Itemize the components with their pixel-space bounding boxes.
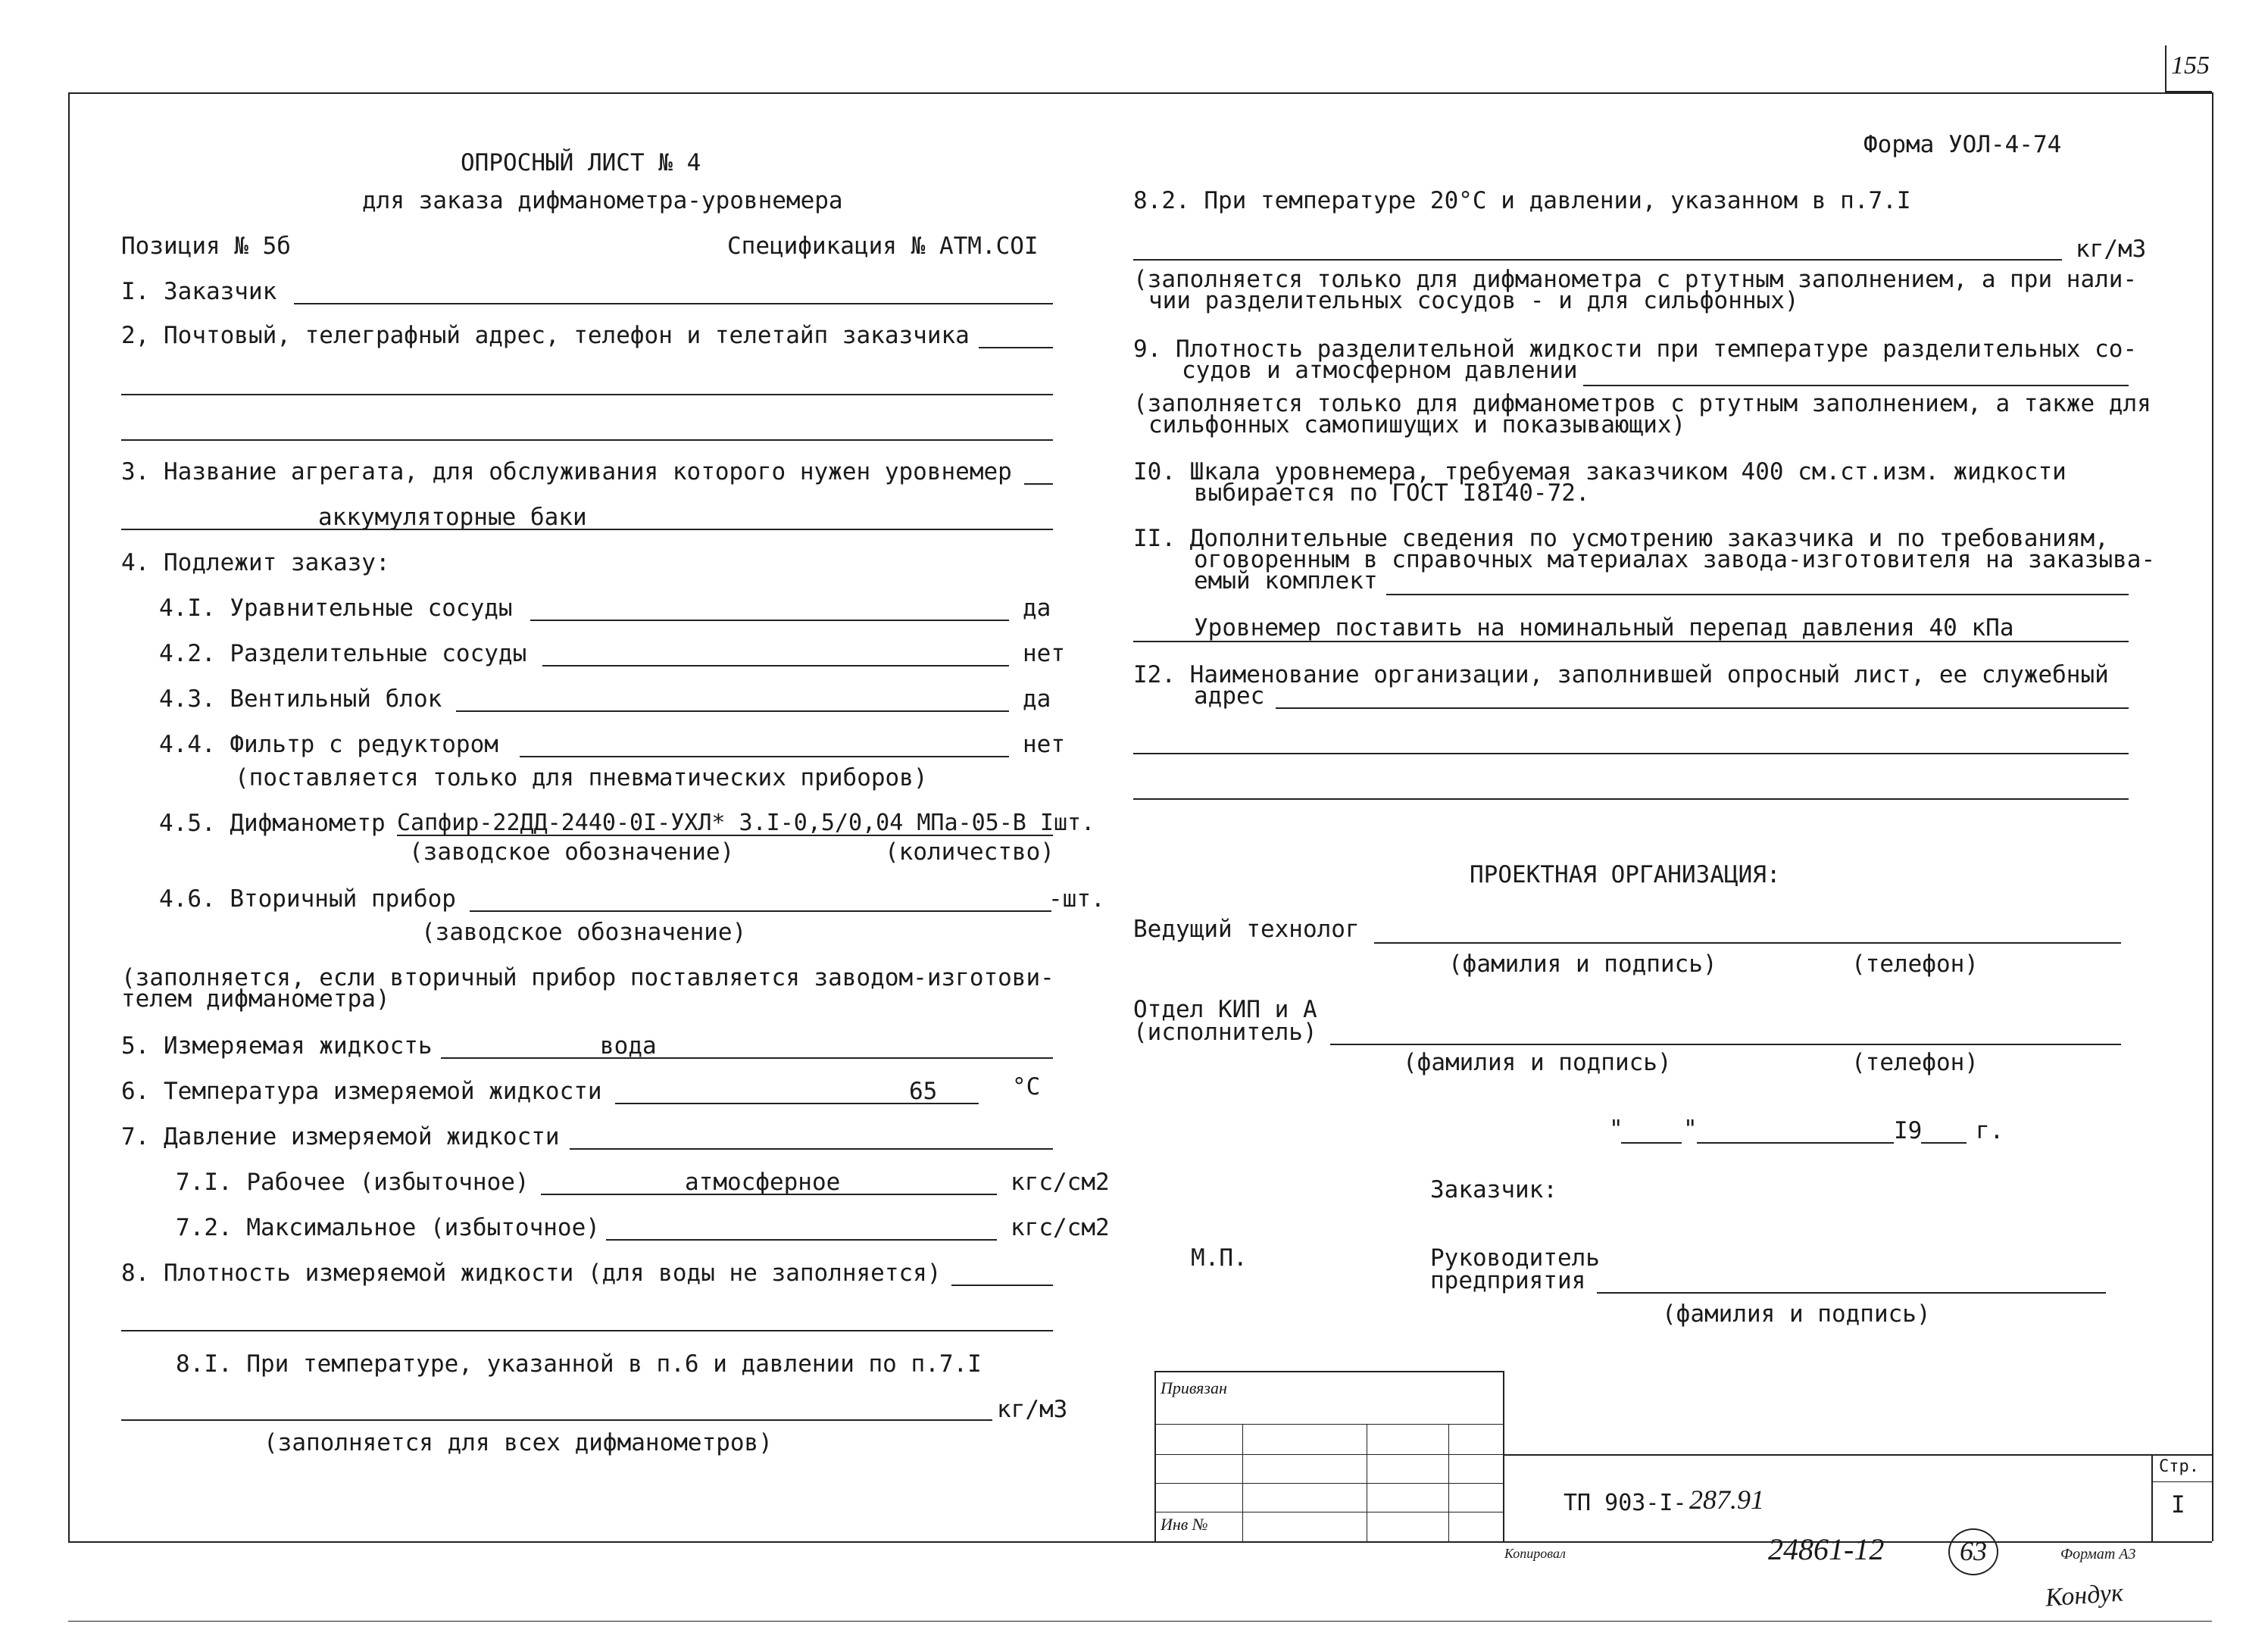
field-10-label-2: выбирается по ГОСТ I8I40-72. [1194,479,1590,507]
field-8-2-note-1: (заполняется только для дифманометра с ртутным заполнением, а при нали- [1133,266,2138,293]
frame-right [2212,92,2213,1541]
field-4-3-line[interactable] [456,710,1009,712]
field-customer-line[interactable] [294,303,1053,304]
field-4-5-caption-designation: (заводское обозначение) [409,838,735,866]
field-11-line-1[interactable] [1386,594,2129,595]
field-4-5-caption-quantity: (количество) [885,838,1054,866]
field-density-label: 8. Плотность измеряемой жидкости (для воды не заполняется) [121,1260,942,1287]
date-quote-close: " [1683,1116,1698,1143]
format-label: Формат А3 [2060,1546,2136,1562]
field-8-2-line[interactable] [1133,259,2062,261]
field-address-line-3[interactable] [121,439,1053,441]
note-secondary-1: (заполняется, если вторичный прибор поставляется заводом-изготови- [121,964,1054,991]
field-4-5-value: Сапфир-22ДД-2440-0I-УХЛ* 3.I-0,5/0,04 МПа-05-В Iшт. [397,810,1095,836]
page-number: 155 [2171,52,2210,80]
date-quote-open: " [1609,1116,1623,1143]
circle-number: 63 [1960,1536,1987,1566]
field-temperature-value: 65 [909,1078,938,1105]
note-secondary-2: телем дифманометра) [121,985,390,1013]
frame-top [68,92,2212,94]
field-4-5-label: 4.5. Дифманометр [159,810,386,837]
sheet-label: Стр. [2159,1457,2199,1476]
field-density-line-2[interactable] [121,1330,1053,1331]
field-4-3-value: да [1023,685,1051,713]
kip-dept-label-1: Отдел КИП и А [1133,996,1317,1023]
position-label: Позиция № 5б [121,233,291,260]
stamp-inventory-label: Инв № [1161,1515,1208,1534]
handwritten-signature: Кондук [2044,1578,2125,1612]
field-8-2-label: 8.2. При температуре 20°С и давлении, указанном в п.7.I [1133,187,1911,214]
copied-label: Копировал [1504,1546,1566,1561]
date-year-line[interactable] [1921,1142,1967,1144]
lead-technologist-label: Ведущий технолог [1133,916,1360,943]
field-11-label-1: II. Дополнительные сведения по усмотрению заказчика и по требованиям, [1133,525,2109,552]
field-12-line-3[interactable] [1133,798,2129,800]
field-4-3-label: 4.3. Вентильный блок [159,685,442,713]
field-7-1-line[interactable] [541,1194,997,1195]
field-temperature-label: 6. Температура измеряемой жидкости [121,1078,602,1105]
field-4-1-value: да [1023,595,1051,622]
field-9-note-1: (заполняется только для дифманометров с ртутным заполнением, а также для [1133,390,2151,417]
field-7-2-line[interactable] [606,1239,997,1241]
field-unit-line-2[interactable] [121,529,1053,530]
head-label-1: Руководитель [1430,1244,1600,1272]
date-month-line[interactable] [1697,1142,1894,1144]
field-8-2-unit: кг/м3 [2076,236,2147,263]
field-12-line-2[interactable] [1133,753,2129,754]
kip-dept-line[interactable] [1330,1044,2121,1045]
field-customer-label: I. Заказчик [121,278,277,305]
field-9-label-1: 9. Плотность разделительной жидкости при температуре разделительных со- [1133,336,2138,363]
field-11-label-2: оговоренным в справочных материалах завода-изготовителя на заказыва- [1194,546,2156,573]
field-4-4-label: 4.4. Фильтр с редуктором [159,731,498,758]
date-year-suffix: г. [1976,1117,2004,1144]
field-4-2-label: 4.2. Разделительные сосуды [159,640,527,667]
field-8-1-line[interactable] [121,1419,992,1421]
form-code: Форма УОЛ-4-74 [1863,131,2062,158]
stamp-binding-label: Привязан [1161,1378,1227,1397]
archive-number: 24861-12 [1768,1532,1885,1566]
stamp-place-label: М.П. [1191,1244,1248,1272]
field-7-2-unit: кгс/см2 [1011,1214,1110,1241]
field-7-1-label: 7.I. Рабочее (избыточное) [176,1169,530,1196]
date-day-line[interactable] [1621,1142,1682,1144]
field-unit-line-1[interactable] [1024,483,1053,485]
field-4-6-label: 4.6. Вторичный прибор [159,885,456,913]
field-8-2-note-2: чии разделительных сосудов - и для сильфонных) [1148,287,1799,314]
doc-code-hand: 287.91 [1689,1484,1764,1515]
specification-label: Спецификация № АТМ.СОI [727,233,1039,260]
field-4-5-line[interactable] [397,835,1053,836]
design-org-heading: ПРОЕКТНАЯ ОРГАНИЗАЦИЯ: [1470,861,1781,888]
customer-label: Заказчик: [1430,1176,1557,1203]
date-year-prefix: I9 [1894,1117,1923,1144]
field-liquid-line[interactable] [441,1057,1053,1059]
field-pressure-line[interactable] [570,1148,1053,1150]
field-4-6-caption: (заводское обозначение) [421,919,747,946]
field-address-line-1[interactable] [979,347,1053,348]
field-liquid-value: вода [600,1032,657,1060]
frame-bottom [68,1541,2212,1543]
field-10-label-1: I0. Шкала уровнемера, требуемая заказчиком 400 см.ст.изм. жидкости [1133,458,2067,485]
lead-technologist-line[interactable] [1374,942,2121,944]
field-liquid-label: 5. Измеряемая жидкость [121,1032,433,1060]
field-8-1-label: 8.I. При температуре, указанной в п.6 и давлении по п.7.I [176,1350,982,1378]
field-7-1-unit: кгс/см2 [1011,1169,1110,1196]
field-9-note-2: сильфонных самопишущих и показывающих) [1148,411,1686,439]
lead-technologist-caption-name: (фамилия и подпись) [1448,951,1717,978]
field-unit-label: 3. Название агрегата, для обслуживания которого нужен уровнемер [121,458,1012,485]
doc-title: ОПРОСНЫЙ ЛИСТ № 4 [461,149,701,176]
kip-dept-label-2: (исполнитель) [1133,1019,1317,1046]
field-pressure-label: 7. Давление измеряемой жидкости [121,1123,560,1150]
field-9-label-2: судов и атмосферном давлении [1182,357,1578,384]
frame-left [68,92,70,1541]
field-7-2-label: 7.2. Максимальное (избыточное) [176,1214,600,1241]
field-temperature-unit: °С [1012,1073,1041,1100]
field-4-4-note: (поставляется только для пневматических приборов) [235,764,928,791]
field-4-2-value: нет [1023,640,1065,667]
field-4-6-unit: -шт. [1048,885,1105,913]
field-4-1-line[interactable] [530,620,1009,621]
doc-code-print: ТП 903-I- [1564,1490,1687,1516]
field-8-1-unit: кг/м3 [997,1396,1068,1423]
field-8-1-note: (заполняется для всех дифманометров) [264,1429,773,1456]
field-12-line-1[interactable] [1276,707,2129,709]
sheet-value: I [2171,1491,2185,1519]
field-7-1-value: атмосферное [685,1169,841,1196]
field-4-4-line[interactable] [520,756,1009,757]
field-4-4-value: нет [1023,731,1065,758]
field-unit-value: аккумуляторные баки [318,504,587,531]
kip-dept-caption-phone: (телефон) [1851,1049,1979,1076]
field-12-label-2: адрес [1194,682,1265,710]
field-4-2-line[interactable] [542,665,1009,666]
field-9-line[interactable] [1583,385,2129,386]
head-caption-name: (фамилия и подпись) [1662,1300,1931,1328]
field-11-label-3: емый комплект [1194,567,1378,595]
field-11-line-2[interactable] [1133,641,2129,642]
field-4-1-label: 4.I. Уравнительные сосуды [159,595,513,622]
field-12-label-1: I2. Наименование организации, заполнившей опросный лист, ее служебный [1133,661,2109,688]
corner-box-bottom [2165,91,2212,92]
doc-subtitle: для заказа дифманометра-уровнемера [362,187,843,214]
field-temperature-line[interactable] [615,1103,979,1104]
bottom-rule [68,1621,2212,1622]
corner-box-left [2165,45,2166,92]
field-11-value: Уровнемер поставить на номинальный перепад давления 40 кПа [1194,614,2014,642]
field-4-6-line[interactable] [470,910,1051,912]
field-order-label: 4. Подлежит заказу: [121,549,390,576]
kip-dept-caption-name: (фамилия и подпись) [1403,1049,1672,1076]
field-address-label: 2, Почтовый, телеграфный адрес, телефон и телетайп заказчика [121,322,970,349]
lead-technologist-caption-phone: (телефон) [1851,951,1979,978]
head-label-2: предприятия [1430,1267,1586,1294]
field-address-line-2[interactable] [121,394,1053,395]
field-density-line-1[interactable] [951,1285,1053,1286]
head-signature-line[interactable] [1597,1292,2106,1294]
